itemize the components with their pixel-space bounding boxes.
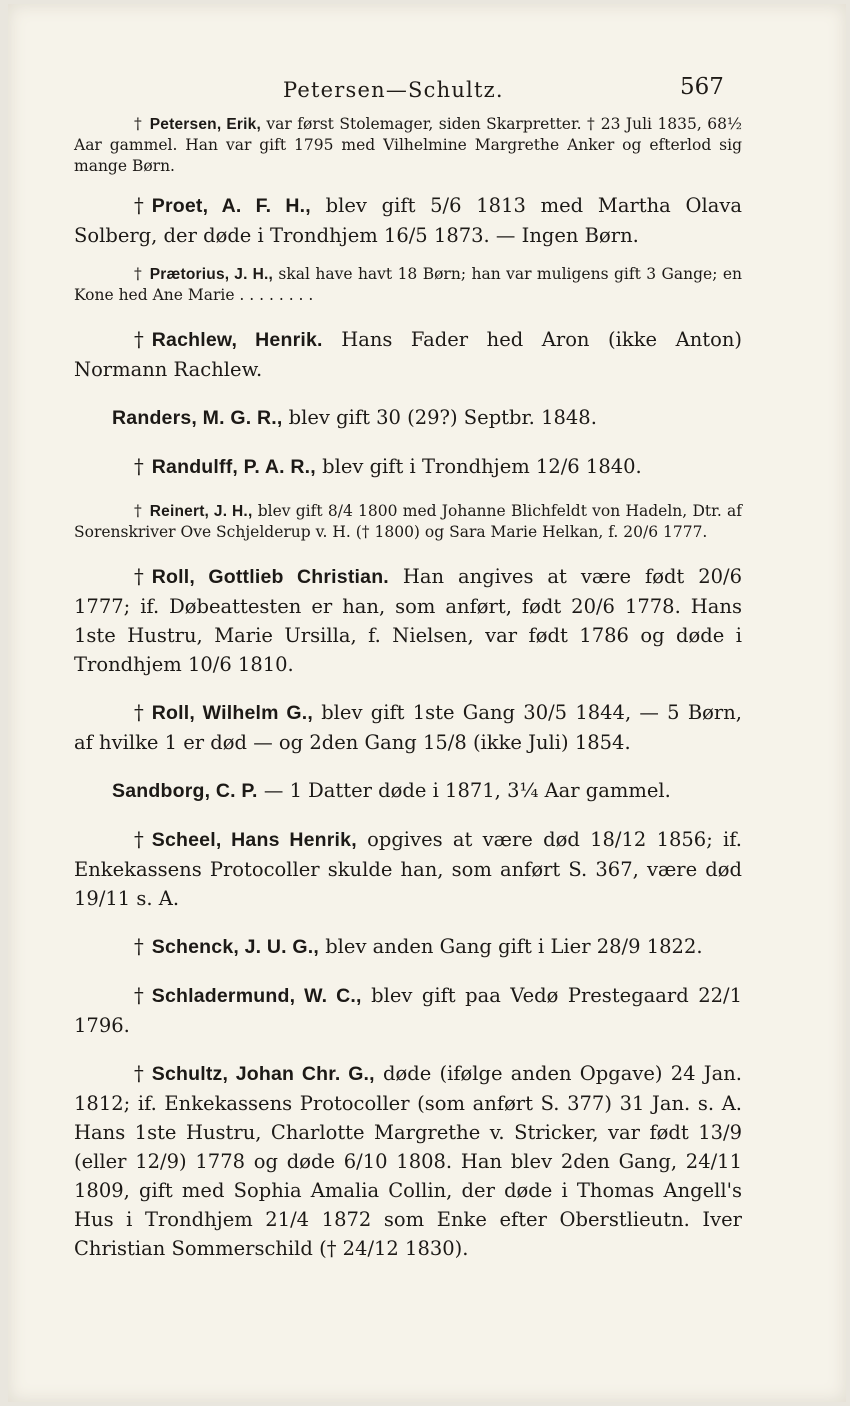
entry-text: Han angives at være født 20/6 1777; if. Døbeattesten er han, som anført, født 20/6 1778. Hans 1ste Hustru, Marie Ursilla, f. Nielsen, var født 1786 og døde i Trondhjem 10/6 1810.: [74, 565, 742, 676]
entry-text: blev gift 30 (29?) Septbr. 1848.: [282, 406, 597, 429]
entry-proet: [74, 191, 742, 250]
entry-schenck: [74, 932, 742, 962]
cross-mark: †: [134, 1062, 144, 1085]
entry-name: Reinert, J. H.,: [149, 503, 253, 520]
entry-name: Schenck, J. U. G.,: [151, 936, 319, 958]
cross-mark: †: [134, 828, 144, 851]
entry-text: blev gift paa Vedø Prestegaard 22/1 1796.: [74, 984, 742, 1037]
entry-reinert: [74, 501, 742, 543]
cross-mark: †: [134, 701, 144, 724]
entry-text: skal have havt 18 Børn; han var muligens gift 3 Gange; en Kone hed Ane Marie . . . . . . . .: [74, 265, 742, 304]
entry-text: blev gift 8/4 1800 med Johanne Blichfeldt von Hadeln, Dtr. af Sorenskriver Ove Schjelderup v. H. († 1800) og Sara Marie Helkan, f. 20/6 1777.: [74, 502, 742, 541]
running-head: Petersen—Schultz.: [283, 78, 504, 102]
cross-mark: †: [134, 984, 144, 1007]
entry-petersen: [74, 114, 742, 177]
entry-name: Schladermund, W. C.,: [151, 985, 362, 1007]
cross-mark: †: [134, 265, 142, 283]
entry-text: opgives at være død 18/12 1856; if. Enkekassens Protocoller skulde han, som anført S. 367, være død 19/11 s. A.: [74, 828, 742, 910]
entry-roll-wilhelm: [74, 698, 742, 757]
entry-roll-gottlieb: [74, 562, 742, 679]
cross-mark: †: [134, 935, 144, 958]
entry-name: Roll, Gottlieb Christian.: [151, 566, 389, 588]
entry-name: Schultz, Johan Chr. G.,: [151, 1063, 375, 1085]
cross-mark: †: [134, 455, 144, 478]
entry-randulff: [74, 452, 742, 482]
entry-name: Prætorius, J. H.,: [149, 266, 273, 283]
page-header: [8, 74, 846, 108]
book-page: [8, 4, 846, 1402]
entry-name: Sandborg, C. P.: [112, 780, 258, 802]
entry-text: var først Stolemager, siden Skarpretter. † 23 Juli 1835, 68½ Aar gammel. Han var gift 1795 med Vilhelmine Margrethe Anker og efterlod sig mange Børn.: [74, 115, 743, 175]
entry-name: Proet, A. F. H.,: [151, 195, 311, 217]
entry-sandborg: [74, 776, 742, 806]
entry-text: blev gift 5/6 1813 med Martha Olava Solberg, der døde i Trondhjem 16/5 1873. — Ingen Børn.: [74, 194, 743, 247]
entry-name: Randulff, P. A. R.,: [151, 456, 316, 478]
cross-mark: †: [134, 328, 144, 351]
entry-text: blev anden Gang gift i Lier 28/9 1822.: [319, 935, 703, 958]
entry-randers: [74, 403, 742, 433]
entries-list: [74, 114, 742, 1263]
entry-rachlew: [74, 325, 742, 384]
entry-text: blev gift 1ste Gang 30/5 1844, — 5 Børn, af hvilke 1 er død — og 2den Gang 15/8 (ikke Juli) 1854.: [74, 701, 742, 754]
cross-mark: †: [134, 194, 144, 217]
entry-name: Petersen, Erik,: [149, 116, 261, 133]
cross-mark: †: [134, 115, 142, 133]
entry-text: — 1 Datter døde i 1871, 3¼ Aar gammel.: [257, 779, 671, 802]
entry-text: Hans Fader hed Aron (ikke Anton) Normann Rachlew.: [74, 328, 742, 381]
entry-praetorius: [74, 264, 742, 306]
cross-mark: †: [134, 565, 144, 588]
entry-name: Rachlew, Henrik.: [151, 329, 323, 351]
entry-text: døde (ifølge anden Opgave) 24 Jan. 1812; if. Enkekassens Protocoller (som anført S. 377) 31 Jan. s. A. Hans 1ste Hustru, Charlotte Margrethe v. Stricker, var født 13/9 (eller 12/9) 1778 og døde 6/10 1808. Han blev 2den Gang, 24/11 1809, gift med Sophia Amalia Collin, der døde i Thomas Angell's Hus i Trondhjem 21/4 1872 som Enke efter Oberstlieutn. Iver Christian Sommerschild († 24/12 1830).: [74, 1062, 742, 1260]
entry-scheel: [74, 825, 742, 913]
entry-name: Scheel, Hans Henrik,: [151, 829, 357, 851]
entry-schultz: [74, 1059, 742, 1263]
entry-schladermund: [74, 981, 742, 1040]
entry-name: Randers, M. G. R.,: [112, 407, 283, 429]
entry-name: Roll, Wilhelm G.,: [151, 702, 313, 724]
cross-mark: †: [134, 502, 142, 520]
page-number: 567: [680, 74, 724, 100]
entry-text: blev gift i Trondhjem 12/6 1840.: [315, 455, 642, 478]
